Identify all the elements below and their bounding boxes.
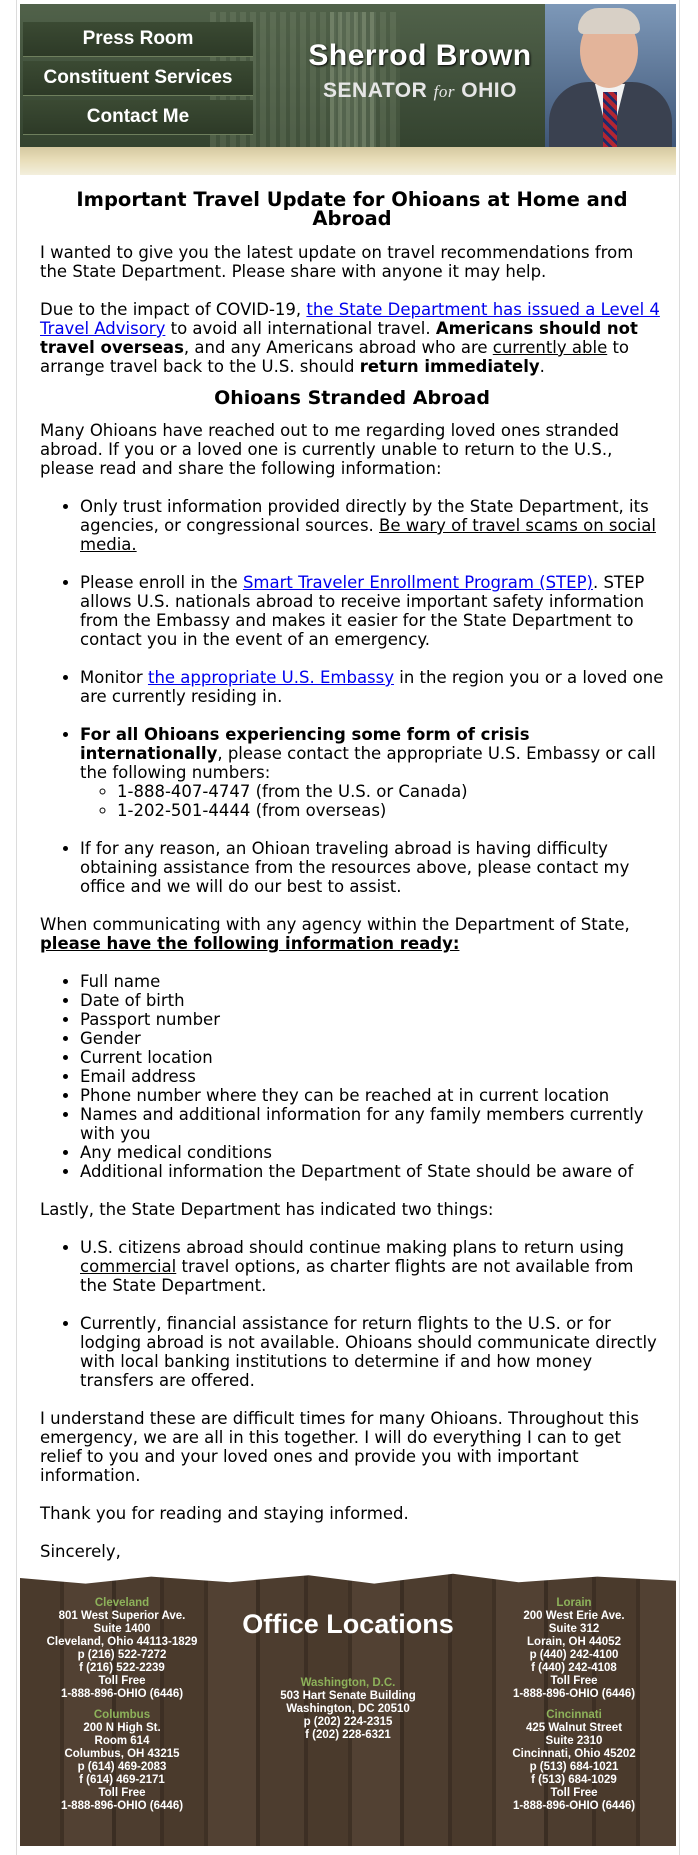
article-body [40, 190, 664, 1599]
office-cincinnati [479, 1709, 669, 1813]
senator-name: Sherrod Brown [308, 39, 532, 72]
info-list-item: • Email address [80, 1067, 664, 1086]
phone-number: ◦ 1-202-501-4444 (from overseas) [117, 801, 664, 820]
portrait-tie [603, 92, 617, 147]
office-line: 801 West Superior Ave. [58, 1610, 186, 1622]
stranded-paragraph: Many Ohioans have reached out to me regarding loved ones stranded abroad. If you or a loved one is currently unable to return to the U.S., please read and share the following information: [40, 421, 619, 478]
info-list-item: • Phone number where they can be reached at in current location [80, 1086, 664, 1105]
office-line: 1-888-896-OHIO (6446) [512, 1800, 636, 1812]
office-locations-footer [20, 1571, 676, 1846]
info-ready-bold: please have the following information ready: [40, 934, 460, 953]
state-dept-list [40, 1238, 664, 1390]
advisory-text-3: , and any Americans abroad who are [183, 338, 493, 357]
office-city: Cleveland [94, 1597, 150, 1609]
intro-paragraph: I wanted to give you the latest update on travel recommendations from the State Department. Please share with anyone it may help. [40, 243, 634, 281]
office-line: Suite 312 [548, 1623, 600, 1635]
office-line: f (614) 469-2171 [79, 1774, 165, 1786]
info-list-item: • Gender [80, 1029, 664, 1048]
us-embassy-link[interactable]: the appropriate U.S. Embassy [147, 668, 395, 687]
advisory-text-2: to avoid all international travel. [165, 319, 436, 338]
level4-advisory-link[interactable]: the State Department has issued a Level 4 Travel Advisory [40, 300, 660, 338]
list-item [80, 668, 664, 706]
trust-info-text: Only trust information provided directly by the State Department, its agencies, or congressional sources. [80, 497, 649, 535]
list-item [80, 497, 664, 554]
office-line: Cincinnati, Ohio 45202 [512, 1748, 636, 1760]
senator-portrait [545, 4, 676, 147]
office-line: 425 Walnut Street [525, 1722, 623, 1734]
list-item [80, 725, 664, 820]
thanks-paragraph: Thank you for reading and staying informed. [40, 1504, 409, 1523]
office-line: Suite 2310 [545, 1735, 603, 1747]
office-line: Cleveland, Ohio 44113-1829 [46, 1636, 198, 1648]
info-list-item: • Current location [80, 1048, 664, 1067]
advisory-text-5: . [539, 357, 545, 376]
office-line: Room 614 [94, 1735, 150, 1747]
step-program-link[interactable]: Smart Traveler Enrollment Program (STEP) [242, 573, 593, 592]
enroll-text: Please enroll in the [80, 573, 243, 592]
list-item: • If for any reason, an Ohioan traveling abroad is having difficulty obtaining assistance from the resources above, please contact my office and we will do our best to assist. [80, 839, 664, 896]
advisory-underline: currently able [492, 338, 608, 357]
office-cleveland [27, 1597, 217, 1701]
office-line: f (202) 228-6321 [305, 1729, 391, 1741]
advisory-text-4: to arrange travel back to the U.S. should [40, 338, 630, 376]
list-item [80, 573, 664, 649]
nav-contact-me[interactable]: Contact Me [23, 100, 253, 135]
gold-divider-band [20, 147, 676, 175]
info-list-item: • Any medical conditions [80, 1143, 664, 1162]
office-line: p (216) 522-7272 [77, 1649, 167, 1661]
commercial-text-1: U.S. citizens abroad should continue making plans to return using [80, 1238, 624, 1257]
nav-press-room[interactable]: Press Room [23, 22, 253, 57]
commercial-underline: commercial [80, 1257, 177, 1276]
office-line: Suite 1400 [93, 1623, 151, 1635]
office-line: f (513) 684-1029 [531, 1774, 617, 1786]
office-line: f (440) 242-4108 [531, 1662, 617, 1674]
guidance-list [40, 497, 664, 896]
office-columbus [27, 1709, 217, 1813]
title-for: for [433, 82, 455, 101]
info-list-item: • Names and additional information for any family members currently with you [80, 1105, 664, 1143]
info-ready-paragraph [40, 915, 664, 953]
phone-number: ◦ 1-888-407-4747 (from the U.S. or Canada) [117, 782, 664, 801]
office-line: p (440) 242-4100 [529, 1649, 619, 1661]
office-line: Toll Free [98, 1787, 146, 1799]
info-list-item: • Full name [80, 972, 664, 991]
office-lorain [479, 1597, 669, 1701]
advisory-paragraph [40, 300, 664, 376]
office-line: 200 N High St. [83, 1722, 161, 1734]
office-line: Columbus, OH 43215 [64, 1748, 180, 1760]
closing-paragraph: I understand these are difficult times for many Ohioans. Throughout this emergency, we are all in this together. I will do everything I can to get relief to you and your loved ones and provide you with important information. [40, 1409, 639, 1485]
crisis-contact-text: , please contact the appropriate U.S. Embassy or call the following numbers: [80, 744, 656, 782]
info-list [40, 972, 664, 1181]
monitor-text: Monitor [80, 668, 148, 687]
office-line: Washington, DC 20510 [286, 1703, 410, 1715]
title-senator: SENATOR [323, 79, 428, 102]
info-ready-text: When communicating with any agency within the Department of State, [40, 915, 630, 934]
title-ohio: OHIO [461, 79, 517, 102]
office-line: 200 West Erie Ave. [523, 1610, 625, 1622]
advisory-bold-2: return immediately [359, 357, 540, 376]
commercial-text-2: travel options, as charter flights are not available from the State Department. [80, 1257, 634, 1295]
article-heading: Important Travel Update for Ohioans at Home and Abroad [76, 188, 628, 230]
office-line: f (216) 522-2239 [79, 1662, 165, 1674]
torn-edge-graphic [20, 1571, 676, 1585]
info-list-item: • Additional information the Department of State should be aware of [80, 1162, 664, 1181]
crisis-bold-text: For all Ohioans experiencing some form of crisis internationally [80, 725, 530, 763]
advisory-text-1: Due to the impact of COVID-19, [40, 300, 307, 319]
office-line: p (513) 684-1021 [529, 1761, 619, 1773]
senator-title [285, 79, 555, 103]
header-banner [20, 4, 676, 147]
office-locations-title: Office Locations [242, 1609, 454, 1639]
office-city: Columbus [93, 1709, 151, 1721]
phone-list [80, 782, 664, 820]
step-description: . STEP allows U.S. nationals abroad to receive important safety information from the Embassy and makes it easier for the State Department to contact you in the event of an emergency. [80, 573, 645, 649]
sincerely-text: Sincerely, [40, 1542, 121, 1561]
list-item: • Currently, financial assistance for return flights to the U.S. or for lodging abroad is not available. Ohioans should communicate directly with local banking institutions to determine if and how money transfers are offered. [80, 1314, 664, 1390]
office-line: 1-888-896-OHIO (6446) [512, 1688, 636, 1700]
info-list-item: • Passport number [80, 1010, 664, 1029]
office-line: Toll Free [98, 1675, 146, 1687]
office-line: 1-888-896-OHIO (6446) [60, 1688, 184, 1700]
advisory-bold-1: Americans should not travel overseas [40, 319, 638, 357]
office-washington-dc [253, 1677, 443, 1742]
office-line: Toll Free [550, 1787, 598, 1799]
office-line: p (614) 469-2083 [77, 1761, 167, 1773]
nav-constituent-services[interactable]: Constituent Services [23, 61, 253, 96]
newsletter-frame [16, 0, 680, 1855]
office-line: p (202) 224-2315 [303, 1716, 393, 1728]
office-city: Washington, D.C. [300, 1677, 396, 1689]
stranded-heading: Ohioans Stranded Abroad [214, 387, 490, 409]
portrait-hair [578, 8, 640, 34]
embassy-region-text: in the region you or a loved one are currently residing in. [80, 668, 664, 706]
office-line: 1-888-896-OHIO (6446) [60, 1800, 184, 1812]
office-line: Lorain, OH 44052 [527, 1636, 621, 1648]
lastly-paragraph: Lastly, the State Department has indicated two things: [40, 1200, 494, 1219]
office-line: Toll Free [550, 1675, 598, 1687]
office-city: Lorain [556, 1597, 592, 1609]
office-city: Cincinnati [546, 1709, 602, 1721]
office-line: 503 Hart Senate Building [280, 1690, 416, 1702]
list-item [80, 1238, 664, 1295]
scam-warning-text: Be wary of travel scams on social media. [80, 516, 656, 554]
info-list-item: • Date of birth [80, 991, 664, 1010]
